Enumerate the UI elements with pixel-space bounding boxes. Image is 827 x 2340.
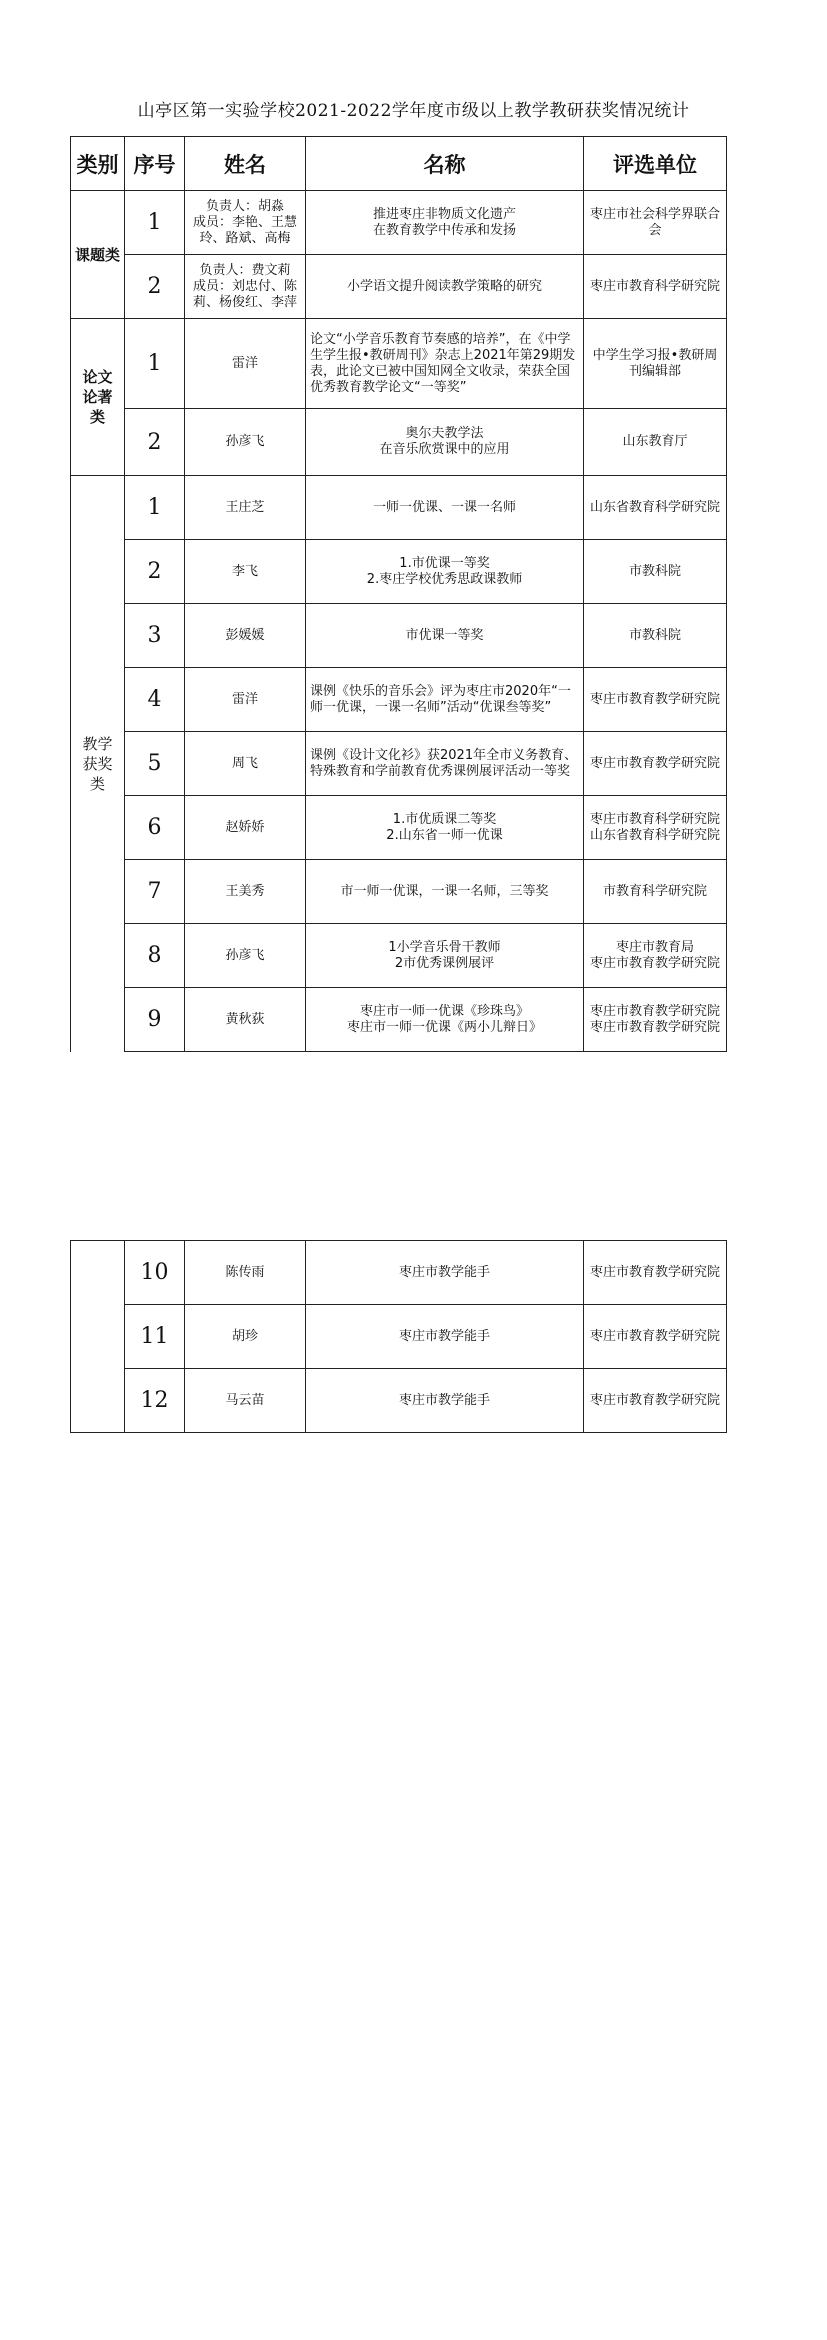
header-row	[71, 137, 727, 191]
name-cell: 黄秋荻	[185, 988, 306, 1052]
name-cell: 负责人：胡淼 成员：李艳、王慧玲、路斌、高梅	[185, 191, 306, 255]
name-cell: 孙彦飞	[185, 924, 306, 988]
award-cell: 枣庄市教学能手	[306, 1305, 584, 1369]
unit-cell: 山东教育厅	[584, 409, 727, 476]
table-row	[71, 409, 727, 476]
awards-table-continued	[70, 1240, 727, 1433]
table-row	[71, 540, 727, 604]
table-row	[71, 796, 727, 860]
seq-cell: 2	[125, 409, 185, 476]
award-cell: 枣庄市教学能手	[306, 1241, 584, 1305]
seq-cell: 1	[125, 191, 185, 255]
category-papers: 论文论著类	[71, 319, 125, 476]
unit-cell: 枣庄市教育教学研究院 枣庄市教育教学研究院	[584, 988, 727, 1052]
award-cell: 奥尔夫教学法 在音乐欣赏课中的应用	[306, 409, 584, 476]
name-cell: 赵娇娇	[185, 796, 306, 860]
unit-cell: 枣庄市社会科学界联合会	[584, 191, 727, 255]
name-cell: 周飞	[185, 732, 306, 796]
table-row	[71, 668, 727, 732]
table-row	[71, 860, 727, 924]
name-cell: 彭媛媛	[185, 604, 306, 668]
award-cell: 1小学音乐骨干教师 2市优秀课例展评	[306, 924, 584, 988]
name-cell: 负责人：费文莉 成员：刘忠付、陈莉、杨俊红、李萍	[185, 255, 306, 319]
name-cell: 李飞	[185, 540, 306, 604]
category-research: 课题类	[71, 191, 125, 319]
seq-cell: 1	[125, 476, 185, 540]
category-teaching: 教学获奖类	[71, 476, 125, 1052]
name-cell: 胡珍	[185, 1305, 306, 1369]
unit-cell: 枣庄市教育教学研究院	[584, 732, 727, 796]
table-row	[71, 476, 727, 540]
unit-cell: 山东省教育科学研究院	[584, 476, 727, 540]
award-cell: 1.市优质课二等奖 2.山东省一师一优课	[306, 796, 584, 860]
award-cell: 论文“小学音乐教育节奏感的培养”，在《中学生学生报•教研周刊》杂志上2021年第29期发表，此论文已被中国知网全文收录，荣获全国优秀教育教学论文“一等奖”	[306, 319, 584, 409]
table-row	[71, 319, 727, 409]
name-cell: 王美秀	[185, 860, 306, 924]
unit-cell: 枣庄市教育教学研究院	[584, 1241, 727, 1305]
award-cell: 市一师一优课，一课一名师，三等奖	[306, 860, 584, 924]
award-cell: 枣庄市教学能手	[306, 1369, 584, 1433]
seq-cell: 2	[125, 540, 185, 604]
name-cell: 雷洋	[185, 319, 306, 409]
unit-cell: 市教科院	[584, 604, 727, 668]
unit-cell: 市教科院	[584, 540, 727, 604]
seq-cell: 7	[125, 860, 185, 924]
unit-cell: 枣庄市教育教学研究院	[584, 1369, 727, 1433]
table-row	[71, 1241, 727, 1305]
table-row	[71, 924, 727, 988]
table-row	[71, 988, 727, 1052]
seq-cell: 9	[125, 988, 185, 1052]
seq-cell: 6	[125, 796, 185, 860]
seq-cell: 1	[125, 319, 185, 409]
header-name: 姓名	[185, 137, 306, 191]
seq-cell: 5	[125, 732, 185, 796]
unit-cell: 枣庄市教育教学研究院	[584, 1305, 727, 1369]
page-title: 山亭区第一实验学校2021-2022学年度市级以上教学教研获奖情况统计	[137, 101, 690, 121]
seq-cell: 3	[125, 604, 185, 668]
unit-cell: 枣庄市教育科学研究院	[584, 255, 727, 319]
seq-cell: 8	[125, 924, 185, 988]
unit-cell: 枣庄市教育教学研究院	[584, 668, 727, 732]
award-cell: 课例《快乐的音乐会》评为枣庄市2020年“一师一优课，一课一名师”活动“优课叁等奖”	[306, 668, 584, 732]
award-cell: 一师一优课、一课一名师	[306, 476, 584, 540]
table-row	[71, 191, 727, 255]
award-cell: 市优课一等奖	[306, 604, 584, 668]
name-cell: 陈传雨	[185, 1241, 306, 1305]
awards-table	[70, 136, 727, 1052]
unit-cell: 市教育科学研究院	[584, 860, 727, 924]
table-row	[71, 1369, 727, 1433]
table-row	[71, 1305, 727, 1369]
header-category: 类别	[71, 137, 125, 191]
seq-cell: 2	[125, 255, 185, 319]
table-row	[71, 604, 727, 668]
table-row	[71, 255, 727, 319]
name-cell: 王庄芝	[185, 476, 306, 540]
unit-cell: 枣庄市教育科学研究院 山东省教育科学研究院	[584, 796, 727, 860]
award-cell: 推进枣庄非物质文化遗产 在教育教学中传承和发扬	[306, 191, 584, 255]
header-award: 名称	[306, 137, 584, 191]
seq-cell: 10	[125, 1241, 185, 1305]
award-cell: 1.市优课一等奖 2.枣庄学校优秀思政课教师	[306, 540, 584, 604]
seq-cell: 12	[125, 1369, 185, 1433]
header-seq: 序号	[125, 137, 185, 191]
category-teaching-continued	[71, 1241, 125, 1433]
unit-cell: 中学生学习报•教研周刊编辑部	[584, 319, 727, 409]
award-cell: 小学语文提升阅读教学策略的研究	[306, 255, 584, 319]
name-cell: 孙彦飞	[185, 409, 306, 476]
unit-cell: 枣庄市教育局 枣庄市教育教学研究院	[584, 924, 727, 988]
award-cell: 课例《设计文化衫》获2021年全市义务教育、特殊教育和学前教育优秀课例展评活动一等奖	[306, 732, 584, 796]
name-cell: 马云苗	[185, 1369, 306, 1433]
name-cell: 雷洋	[185, 668, 306, 732]
award-cell: 枣庄市一师一优课《珍珠鸟》 枣庄市一师一优课《两小儿辩日》	[306, 988, 584, 1052]
seq-cell: 4	[125, 668, 185, 732]
header-unit: 评选单位	[584, 137, 727, 191]
table-row	[71, 732, 727, 796]
seq-cell: 11	[125, 1305, 185, 1369]
